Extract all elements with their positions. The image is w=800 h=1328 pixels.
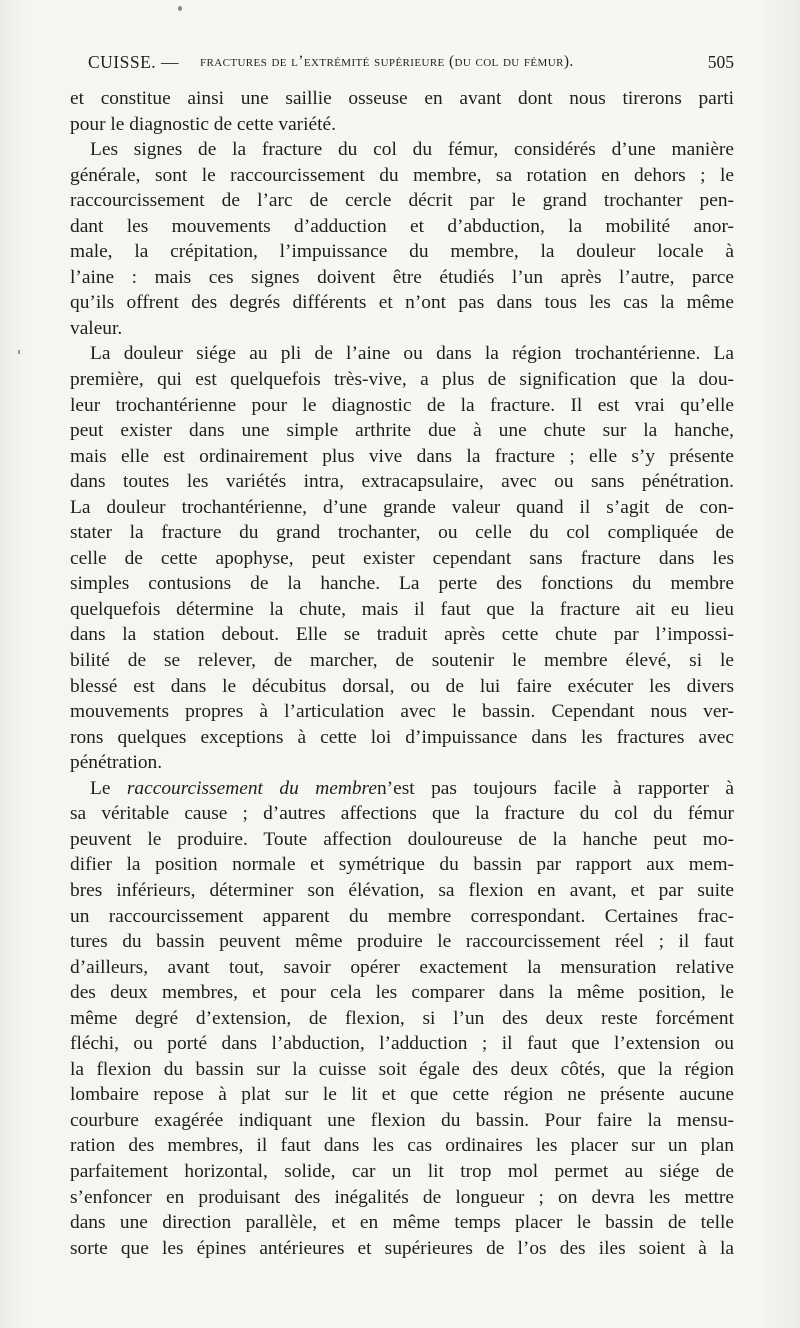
text-line: l’aine : mais ces signes doivent être étudiés l’un après l’autre, parce (70, 266, 734, 288)
text-line: pour le diagnostic de cette variété. (70, 113, 336, 135)
text-line: et constitue ainsi une saillie osseuse en avant dont nous tirerons parti (70, 88, 734, 109)
text-line: courbure exagérée indiquant une flexion du bassin. Pour faire la mensu- (70, 1109, 734, 1131)
ink-speck (178, 6, 182, 11)
text-line: bres inférieurs, déterminer son élévation, sa flexion en avant, et par suite (70, 879, 734, 901)
text-line: dans une direction parallèle, et en même temps placer le bassin de telle (70, 1212, 734, 1234)
text-line: mouvements propres à l’articulation avec le bassin. Cependant nous ver- (70, 701, 734, 723)
text-line: ration des membres, il faut dans les cas ordinaires les placer sur un plan (70, 1135, 734, 1157)
text-line: dans toutes les variétés intra, extracapsulaire, avec ou sans pénétration. (70, 471, 734, 493)
text-line: fléchi, ou porté dans l’abduction, l’adduction ; il faut que l’extension ou (70, 1033, 734, 1055)
text-line: bilité de se relever, de marcher, de soutenir le membre élevé, si le (70, 650, 734, 672)
text-line: rons quelques exceptions à cette loi d’impuissance dans les fractures avec (70, 726, 734, 748)
text-line: la flexion du bassin sur la cuisse soit égale des deux côtés, que la région (70, 1058, 734, 1080)
header-topic: fractures de l’extrémité supérieure (du col du fémur). (200, 53, 574, 70)
text-line: des deux membres, et pour cela les comparer dans la même position, le (70, 982, 734, 1004)
text-line: s’enfoncer en produisant des inégalités de longueur ; on devra les mettre (70, 1186, 734, 1208)
text-line: raccourcissement de l’arc de cercle décrit par le grand trochanter pen- (70, 190, 734, 212)
text-line: dant les mouvements d’adduction et d’abduction, la mobilité anor- (70, 215, 734, 237)
text-line: d’ailleurs, avant tout, savoir opérer exactement la mensuration relative (70, 956, 734, 978)
text-line: Les signes de la fracture du col du fémur, considérés d’une manière (90, 139, 734, 161)
text-line: dans la station debout. Elle se traduit après cette chute par l’impossi- (70, 624, 734, 646)
text-line: pénétration. (70, 752, 163, 774)
text-line: quelquefois détermine la chute, mais il faut que la fracture ait eu lieu (70, 598, 734, 620)
header-section: CUISSE. — (88, 52, 180, 72)
text-line (70, 776, 734, 802)
text-line: un raccourcissement apparent du membre correspondant. Certaines frac- (70, 905, 734, 927)
text-line: difier la position normale et symétrique du bassin par rapport aux mem- (70, 854, 734, 876)
text-line: générale, sont le raccourcissement du membre, sa rotation en dehors ; le (70, 164, 734, 186)
text-line: première, qui est quelquefois très-vive, a plus de signification que la dou- (70, 369, 734, 391)
body-text (70, 86, 734, 1261)
text-line: La douleur siége au pli de l’aine ou dans la région trochantérienne. La (90, 343, 734, 365)
text-line: mais elle est ordinairement plus vive dans la fracture ; elle s’y présente (70, 445, 734, 467)
text-line: lombaire repose à plat sur le lit et que cette région ne présente aucune (70, 1084, 734, 1106)
text-line: parfaitement horizontal, solide, car un lit trop mol permet au siége de (70, 1160, 734, 1182)
text-line: valeur. (70, 317, 123, 339)
text-span: n’est pas toujours facile à rapporter à (376, 777, 734, 799)
page-number: 505 (707, 52, 734, 72)
text-line: male, la crépitation, l’impuissance du membre, la douleur locale à (70, 241, 734, 263)
text-span: Le (90, 777, 127, 799)
text-line: blessé est dans le décubitus dorsal, ou de lui faire exécuter les divers (70, 675, 734, 697)
italic-term: raccourcissement du membre (126, 777, 377, 799)
text-line: même degré d’extension, de flexion, si l’un des deux reste forcément (70, 1007, 734, 1029)
text-line: sorte que les épines antérieures et supérieures de l’os des iles soient à la (70, 1237, 734, 1259)
ink-mark (18, 350, 20, 354)
text-line: qu’ils offrent des degrés différents et n’ont pas dans tous les cas la même (70, 292, 734, 314)
text-line: leur trochantérienne pour le diagnostic de la fracture. Il est vrai qu’elle (70, 394, 734, 416)
text-line: peuvent le produire. Toute affection douloureuse de la hanche peut mo- (70, 828, 734, 850)
text-line: stater la fracture du grand trochanter, ou celle du col compliquée de (70, 522, 734, 544)
text-line: peut exister dans une simple arthrite due à une chute sur la hanche, (70, 420, 734, 442)
text-line: sa véritable cause ; d’autres affections que la fracture du col du fémur (70, 803, 734, 825)
text-line: celle de cette apophyse, peut exister cependant sans fracture dans les (70, 547, 734, 569)
text-line: simples contusions de la hanche. La perte des fonctions du membre (70, 573, 734, 595)
text-line: La douleur trochantérienne, d’une grande valeur quand il s’agit de con- (70, 496, 734, 518)
text-line: tures du bassin peuvent même produire le raccourcissement réel ; il faut (70, 931, 734, 953)
running-header (70, 50, 734, 74)
